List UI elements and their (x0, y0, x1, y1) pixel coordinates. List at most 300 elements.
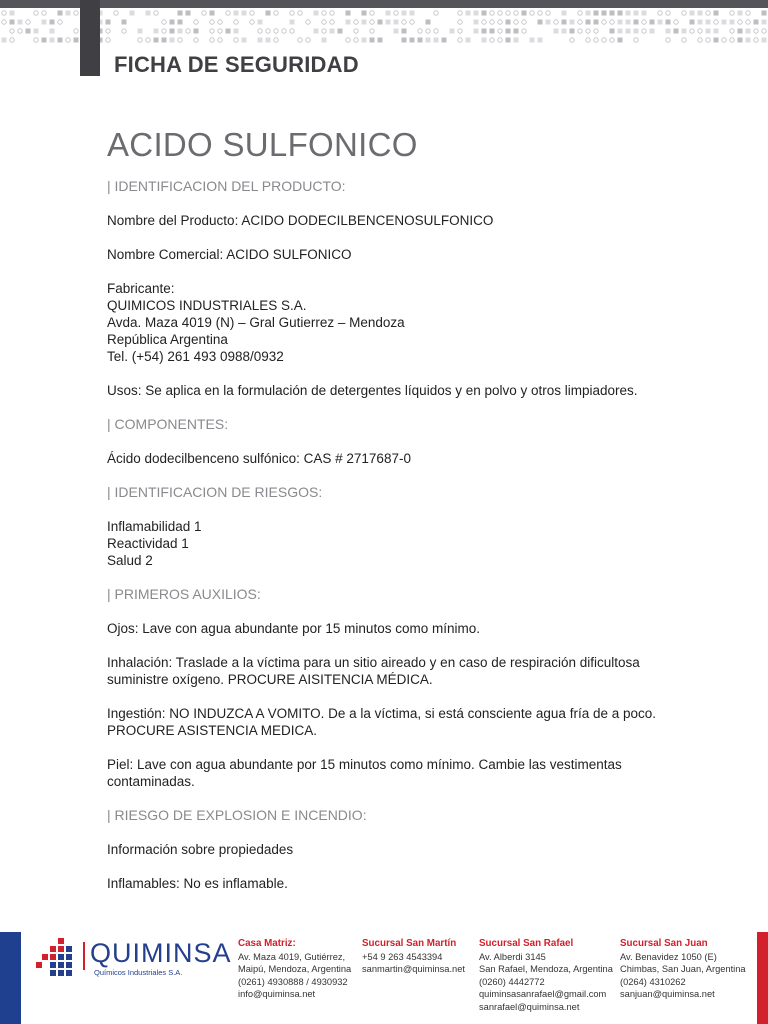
pattern-dot (738, 29, 743, 34)
pattern-dot (690, 20, 695, 25)
pattern-dot (642, 20, 646, 24)
pattern-dot (306, 38, 310, 42)
pattern-dot (682, 11, 686, 15)
pattern-dot (730, 38, 734, 42)
pattern-dot (506, 29, 511, 34)
pattern-dot (498, 38, 502, 42)
pattern-dot (538, 20, 543, 25)
pattern-dot (322, 11, 326, 15)
branch-line: Maipú, Mendoza, Argentina (238, 964, 352, 974)
piel-line-1: Piel: Lave con agua abundante por 15 minutos como mínimo. Cambie las vestimentas (107, 757, 622, 772)
fabricante-label: Fabricante: (107, 281, 175, 296)
fabricante-telefono: Tel. (+54) 261 493 0988/0932 (107, 349, 284, 364)
pattern-dot (394, 20, 399, 25)
branch-email: info@quiminsa.net (238, 989, 316, 999)
pattern-dot (162, 29, 166, 33)
pattern-dot (122, 29, 126, 33)
pattern-dot (610, 38, 614, 42)
pattern-dot (258, 38, 263, 43)
pattern-dot (322, 20, 326, 24)
pattern-dot (138, 29, 143, 34)
pattern-dot (146, 38, 150, 42)
pattern-dot (602, 38, 606, 42)
riesgo-inflamabilidad: Inflamabilidad 1 (107, 519, 202, 534)
pattern-dot (690, 11, 695, 16)
pattern-dot (322, 29, 326, 33)
auxilio-ingestion (107, 705, 707, 739)
pattern-dot (226, 11, 230, 15)
pattern-dot (314, 11, 319, 16)
pattern-dot (210, 38, 214, 42)
pattern-dot (162, 38, 167, 43)
inhalacion-line-2: suministre oxígeno. PROCURE AISITENCIA MÉDICA. (107, 672, 433, 687)
explosion-inflamables: Inflamables: No es inflamable. (107, 876, 288, 891)
section-heading-identificacion: | IDENTIFICACION DEL PRODUCTO: (107, 178, 346, 194)
pattern-dot (178, 20, 183, 25)
pattern-dot (722, 20, 727, 25)
pattern-dot (762, 29, 766, 33)
dot-pattern-graphic (0, 0, 768, 48)
pattern-dot (346, 38, 350, 42)
fabricante-pais: República Argentina (107, 332, 228, 347)
pattern-dot (570, 20, 575, 25)
pattern-dot (250, 20, 254, 24)
logo-separator (83, 942, 85, 970)
pattern-dot (666, 38, 670, 42)
pattern-dot (562, 11, 567, 16)
inhalacion-line-1: Inhalación: Traslade a la víctima para un sitio aireado y en caso de respiración dificultosa (107, 655, 640, 670)
fabricante-direccion: Avda. Maza 4019 (N) – Gral Gutierrez – Mendoza (107, 315, 405, 330)
pattern-dot (378, 38, 383, 43)
pattern-dot (218, 20, 222, 24)
branch-line: (0261) 4930888 / 4930932 (238, 976, 348, 987)
pattern-dot (186, 11, 191, 16)
pattern-dot (330, 20, 334, 24)
pattern-dot (10, 20, 15, 25)
pattern-dot (378, 20, 383, 25)
branch-casa-matriz (238, 938, 351, 1001)
header-pattern (0, 0, 768, 48)
pattern-dot (602, 11, 607, 16)
pattern-dot (482, 11, 487, 16)
pattern-dot (434, 29, 438, 33)
pattern-dot (618, 29, 623, 34)
explosion-info: Información sobre propiedades (107, 842, 294, 857)
pattern-dot (658, 11, 662, 15)
pattern-dot (762, 11, 767, 16)
branch-line: San Rafael, Mendoza, Argentina (479, 964, 613, 974)
logo-name: QUIMINSA (90, 938, 232, 968)
pattern-dot (762, 38, 767, 43)
pattern-dot (458, 29, 462, 33)
pattern-dot (42, 38, 47, 43)
pattern-dot (514, 29, 519, 34)
pattern-dot (618, 20, 623, 25)
pattern-dot (594, 20, 599, 25)
pattern-dot (178, 38, 182, 42)
pattern-dot (642, 29, 646, 33)
pattern-dot (274, 11, 278, 15)
branch-line: +54 9 263 4543394 (362, 951, 443, 962)
pattern-dot (370, 20, 374, 24)
branch-email: sanrafael@quiminsa.net (479, 1001, 580, 1012)
pattern-dot (66, 11, 71, 16)
section-heading-componentes: | COMPONENTES: (107, 416, 229, 432)
auxilio-piel (107, 756, 707, 790)
pattern-dot (250, 11, 254, 15)
pattern-dot (458, 20, 462, 24)
pattern-dot (418, 29, 422, 33)
pattern-dot (10, 11, 15, 16)
pattern-dot (266, 38, 271, 43)
fabricante-block (107, 280, 707, 365)
pattern-dot (162, 20, 166, 24)
pattern-dot (754, 20, 759, 25)
pattern-dot (106, 20, 111, 25)
pattern-dot (562, 20, 567, 25)
pattern-dot (578, 11, 582, 15)
footer (0, 928, 768, 1024)
pattern-dot (178, 11, 183, 16)
pattern-dot (738, 20, 742, 24)
pattern-dot (474, 11, 479, 16)
pattern-dot (354, 38, 358, 42)
pattern-dot (514, 38, 519, 43)
riesgo-salud: Salud 2 (107, 553, 153, 568)
pattern-dot (706, 20, 711, 25)
pattern-dot (490, 20, 494, 24)
pattern-dot (26, 29, 31, 34)
pattern-dot (498, 11, 502, 15)
pattern-dot (618, 11, 623, 16)
pattern-dot (10, 29, 14, 33)
pattern-dot (738, 38, 743, 43)
header-title: FICHA DE SEGURIDAD (114, 52, 359, 77)
pattern-dot (298, 11, 302, 15)
pattern-dot (74, 38, 79, 43)
pattern-dot (138, 38, 142, 42)
pattern-dot (578, 20, 582, 24)
pattern-dot (338, 29, 343, 34)
branch-san-martin (362, 938, 465, 976)
branch-san-juan (620, 938, 746, 1001)
pattern-dot (498, 29, 502, 33)
pattern-dot (370, 38, 375, 43)
pattern-dot (218, 29, 222, 33)
pattern-dot (698, 29, 702, 33)
pattern-dot (682, 38, 686, 42)
pattern-dot (410, 38, 415, 43)
footer-blue-bar (0, 932, 21, 1024)
section-heading-explosion: | RIESGO DE EXPLOSION E INCENDIO: (107, 807, 367, 823)
pattern-dot (754, 38, 758, 42)
pattern-dot (330, 29, 335, 34)
pattern-dot (74, 11, 78, 15)
pattern-dot (554, 29, 559, 34)
pattern-dot (634, 38, 638, 42)
branch-line: Av. Benavidez 1050 (E) (620, 951, 717, 962)
usos: Usos: Se aplica en la formulación de detergentes líquidos y en polvo y otros limpiadores. (107, 383, 638, 398)
branch-name: Sucursal San Martín (362, 938, 457, 949)
pattern-dot (50, 38, 55, 43)
pattern-dot (170, 38, 175, 43)
pattern-dot (194, 20, 198, 24)
pattern-dot (354, 20, 358, 24)
pattern-dot (202, 11, 206, 15)
pattern-dot (314, 29, 319, 34)
pattern-dot (394, 11, 398, 15)
ingestion-line-1: Ingestión: NO INDUZCA A VOMITO. De a la víctima, si está consciente agua fría de a poco. (107, 706, 656, 721)
pattern-dot (706, 11, 710, 15)
pattern-dot (634, 20, 639, 25)
pattern-dot (674, 29, 679, 34)
pattern-dot (154, 11, 158, 15)
pattern-dot (434, 38, 439, 43)
pattern-dot (146, 11, 151, 16)
quiminsa-logo-icon (36, 936, 80, 980)
pattern-dot (10, 38, 14, 42)
pattern-dot (666, 29, 671, 34)
componente-item: Ácido dodecilbenceno sulfónico: CAS # 2717687-0 (107, 451, 411, 466)
pattern-dot (210, 29, 214, 33)
pattern-dot (746, 20, 750, 24)
pattern-dot (746, 29, 751, 34)
riesgo-reactividad: Reactividad 1 (107, 536, 189, 551)
branch-name: Sucursal San Rafael (479, 938, 574, 949)
pattern-dot (602, 20, 606, 24)
pattern-dot (282, 29, 286, 33)
pattern-dot (290, 20, 295, 25)
pattern-dot (642, 11, 647, 16)
pattern-dot (586, 11, 591, 16)
pattern-dot (234, 11, 239, 16)
pattern-dot (50, 29, 55, 34)
footer-red-bar (757, 932, 768, 1024)
pattern-dot (586, 29, 590, 33)
pattern-dot (522, 20, 526, 24)
pattern-dot (362, 20, 367, 25)
pattern-dot (130, 11, 135, 16)
pattern-dot (626, 20, 631, 25)
pattern-dot (730, 29, 734, 33)
logo-subtitle: Químicos Industriales S.A. (94, 968, 183, 977)
pattern-dot (666, 20, 671, 25)
pattern-dot (522, 29, 526, 33)
piel-line-2: contaminadas. (107, 774, 195, 789)
header-accent-bar (80, 0, 100, 76)
pattern-dot (466, 11, 471, 16)
pattern-dot (738, 11, 743, 16)
branch-email: sanmartin@quiminsa.net (362, 964, 465, 974)
pattern-dot (178, 29, 183, 34)
pattern-dot (298, 38, 302, 42)
pattern-dot (194, 29, 199, 34)
pattern-dot (706, 29, 711, 34)
pattern-dot (482, 29, 487, 34)
auxilio-ojos: Ojos: Lave con agua abundante por 15 minutos como mínimo. (107, 621, 480, 636)
pattern-dot (402, 11, 407, 16)
branch-email: sanjuan@quiminsa.net (620, 989, 715, 999)
pattern-dot (154, 38, 159, 43)
pattern-dot (274, 38, 278, 42)
pattern-dot (570, 38, 574, 42)
pattern-dot (682, 29, 687, 34)
pattern-dot (730, 11, 734, 15)
pattern-dot (18, 29, 22, 33)
pattern-dot (234, 29, 239, 34)
pattern-dot (714, 20, 718, 24)
pattern-dot (722, 38, 726, 42)
pattern-dot (546, 20, 551, 25)
pattern-dot (730, 20, 735, 25)
pattern-dot (450, 29, 455, 34)
pattern-dot (234, 20, 238, 24)
section-heading-riesgos: | IDENTIFICACION DE RIESGOS: (107, 484, 323, 500)
pattern-dot (706, 38, 710, 42)
pattern-dot (114, 11, 118, 15)
pattern-dot (258, 29, 262, 33)
pattern-dot (242, 38, 247, 43)
pattern-dot (690, 29, 694, 33)
branch-line: (0264) 4310262 (620, 976, 686, 987)
pattern-dot (506, 38, 511, 43)
pattern-dot (634, 11, 639, 16)
pattern-dot (490, 29, 495, 34)
pattern-dot (74, 29, 78, 33)
pattern-dot (578, 29, 582, 33)
pattern-dot (18, 20, 23, 25)
pattern-dot (242, 11, 247, 16)
pattern-dot (210, 11, 215, 16)
pattern-dot (618, 38, 623, 43)
pattern-dot (674, 20, 678, 24)
pattern-dot (530, 11, 534, 15)
pattern-dot (2, 20, 6, 24)
document-title: ACIDO SULFONICO (107, 126, 418, 163)
pattern-dot (466, 38, 471, 43)
pattern-dot (650, 20, 655, 25)
section-heading-auxilios: | PRIMEROS AUXILIOS: (107, 586, 261, 602)
pattern-dot (666, 11, 670, 15)
pattern-dot (226, 29, 231, 34)
pattern-dot (394, 29, 399, 34)
pattern-dot (698, 38, 702, 42)
branch-line: Av. Maza 4019, Gutiérrez, (238, 951, 346, 962)
pattern-dot (306, 20, 310, 24)
pattern-dot (58, 11, 63, 16)
pattern-dot (586, 20, 591, 25)
pattern-dot (634, 29, 639, 34)
branch-san-rafael (479, 938, 613, 1013)
pattern-dot (170, 29, 175, 34)
pattern-dot (218, 38, 222, 42)
pattern-dot (714, 29, 719, 34)
pattern-dot (106, 38, 110, 42)
pattern-dot (434, 11, 438, 15)
pattern-dot (26, 20, 30, 24)
riesgos-list (107, 518, 707, 569)
pattern-dot (346, 20, 351, 25)
pattern-dot (714, 38, 719, 43)
pattern-dot (506, 11, 510, 15)
pattern-dot (530, 38, 535, 43)
pattern-dot (42, 20, 47, 25)
pattern-dot (154, 29, 159, 34)
pattern-dot (386, 11, 391, 16)
pattern-dot (538, 38, 543, 43)
pattern-dot (106, 29, 110, 33)
pattern-dot (570, 29, 575, 34)
pattern-dot (58, 38, 63, 43)
pattern-dot (290, 11, 294, 15)
pattern-dot (514, 11, 518, 15)
pattern-dot (754, 29, 758, 33)
branch-line: Chimbas, San Juan, Argentina (620, 964, 746, 974)
pattern-dot (474, 29, 479, 34)
pattern-dot (386, 20, 391, 25)
pattern-dot (330, 11, 334, 15)
pattern-dot (418, 38, 423, 43)
pattern-dot (58, 20, 62, 24)
branch-line: Av. Alberdi 3145 (479, 951, 546, 962)
pattern-dot (762, 20, 767, 25)
pattern-dot (258, 20, 263, 25)
branch-name: Sucursal San Juan (620, 938, 708, 949)
ingestion-line-2: PROCURE ASISTENCIA MEDICA. (107, 723, 318, 738)
pattern-dot (186, 29, 190, 33)
pattern-dot (546, 11, 550, 15)
pattern-dot (698, 20, 703, 25)
pattern-dot (362, 38, 367, 43)
pattern-dot (66, 38, 70, 42)
nombre-comercial: Nombre Comercial: ACIDO SULFONICO (107, 247, 352, 262)
pattern-dot (362, 11, 367, 16)
pattern-dot (458, 11, 462, 15)
pattern-dot (514, 20, 518, 24)
pattern-dot (402, 20, 406, 24)
pattern-dot (170, 20, 175, 25)
pattern-dot (562, 29, 567, 34)
pattern-dot (490, 11, 494, 15)
pattern-dot (194, 38, 198, 42)
pattern-dot (274, 29, 278, 33)
pattern-dot (538, 11, 542, 15)
pattern-dot (458, 38, 462, 42)
fabricante-nombre: QUIMICOS INDUSTRIALES S.A. (107, 298, 307, 313)
pattern-dot (474, 20, 479, 25)
pattern-dot (746, 11, 750, 15)
pattern-dot (442, 38, 447, 43)
pattern-dot (610, 11, 615, 16)
pattern-dot (522, 11, 527, 16)
pattern-dot (266, 29, 270, 33)
pattern-dot (34, 29, 39, 34)
pattern-dot (370, 29, 374, 33)
pattern-dot (594, 38, 598, 42)
pattern-dot (586, 38, 590, 42)
auxilio-inhalacion (107, 654, 707, 688)
branch-line: (0260) 4442772 (479, 976, 545, 987)
pattern-dot (50, 20, 55, 25)
pattern-dot (402, 29, 407, 34)
pattern-dot (346, 11, 351, 16)
pattern-dot (426, 38, 431, 43)
pattern-dot (594, 11, 599, 16)
pattern-dot (42, 11, 46, 15)
pattern-dot (714, 11, 719, 16)
pattern-dot (650, 29, 655, 34)
pattern-dot (410, 20, 414, 24)
